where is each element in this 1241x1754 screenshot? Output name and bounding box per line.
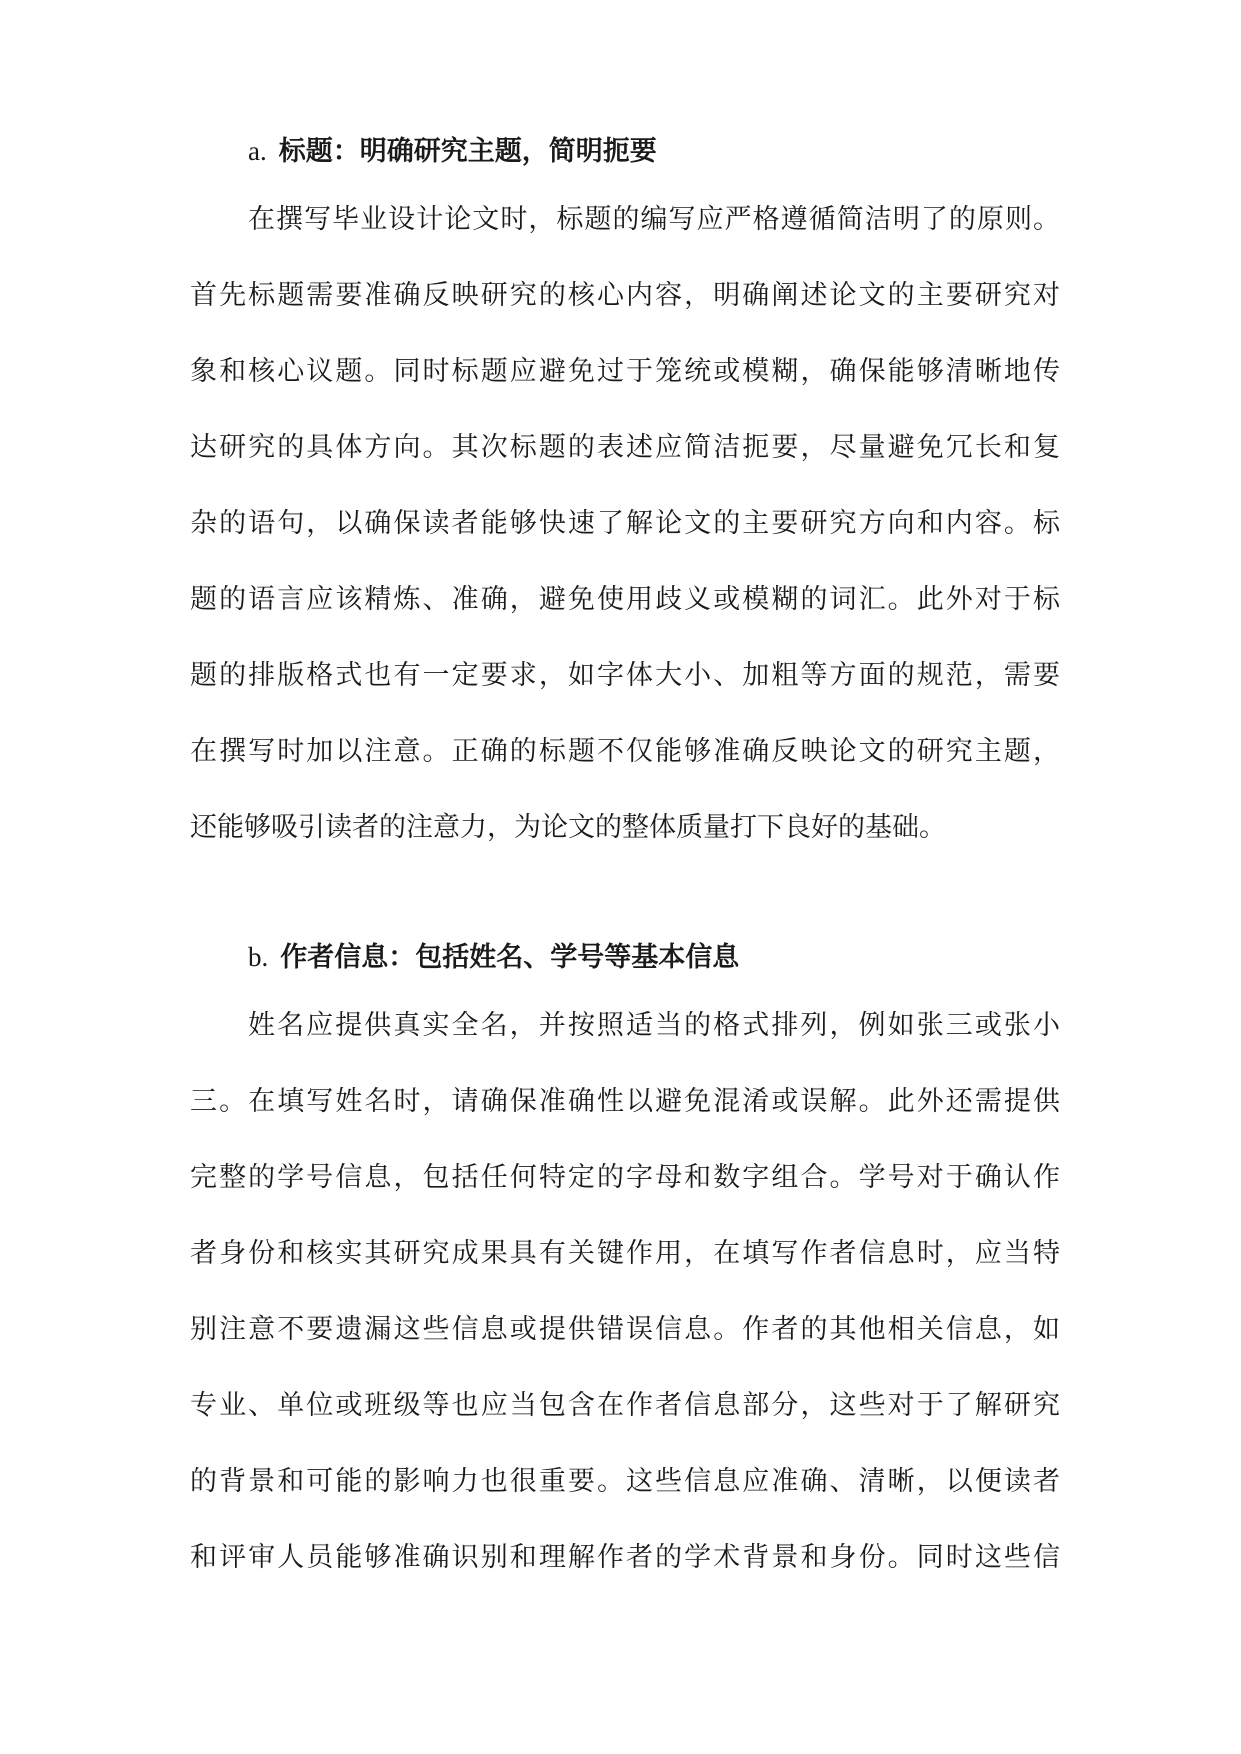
paragraph-line: 杂的语句，以确保读者能够快速了解论文的主要研究方向和内容。标	[190, 508, 1060, 539]
paragraph-line: 专业、单位或班级等也应当包含在作者信息部分，这些对于了解研究	[190, 1390, 1060, 1421]
section-b-marker: b.	[248, 942, 269, 972]
paragraph-line: 三。在填写姓名时，请确保准确性以避免混淆或误解。此外还需提供	[190, 1086, 1060, 1117]
paragraph-line: 完整的学号信息，包括任何特定的字母和数字组合。学号对于确认作	[190, 1162, 1060, 1193]
paragraph-line: 达研究的具体方向。其次标题的表述应简洁扼要，尽量避免冗长和复	[190, 432, 1060, 463]
paragraph-line: 者身份和核实其研究成果具有关键作用，在填写作者信息时，应当特	[190, 1238, 1060, 1269]
paragraph-line: 首先标题需要准确反映研究的核心内容，明确阐述论文的主要研究对	[190, 280, 1060, 311]
paragraph-line: 姓名应提供真实全名，并按照适当的格式排列，例如张三或张小	[248, 1010, 1060, 1041]
section-b-title: 作者信息：包括姓名、学号等基本信息	[280, 942, 740, 973]
section-b-heading	[248, 937, 739, 978]
paragraph-line: 题的排版格式也有一定要求，如字体大小、加粗等方面的规范，需要	[190, 660, 1060, 691]
paragraph-line: 别注意不要遗漏这些信息或提供错误信息。作者的其他相关信息，如	[190, 1314, 1060, 1345]
paragraph-line: 和评审人员能够准确识别和理解作者的学术背景和身份。同时这些信	[190, 1542, 1060, 1573]
paragraph-line: 的背景和可能的影响力也很重要。这些信息应准确、清晰，以便读者	[190, 1466, 1060, 1497]
section-b-paragraph	[190, 988, 1060, 1596]
paragraph-line: 象和核心议题。同时标题应避免过于笼统或模糊，确保能够清晰地传	[190, 356, 1060, 387]
section-a-paragraph	[190, 182, 1060, 866]
paragraph-line: 在撰写毕业设计论文时，标题的编写应严格遵循简洁明了的原则。	[248, 204, 1060, 235]
paragraph-line: 还能够吸引读者的注意力，为论文的整体质量打下良好的基础。	[190, 812, 946, 843]
section-a-title: 标题：明确研究主题，简明扼要	[278, 136, 657, 167]
section-a-marker: a.	[248, 136, 267, 166]
paragraph-line: 在撰写时加以注意。正确的标题不仅能够准确反映论文的研究主题，	[190, 736, 1060, 767]
section-a-heading	[248, 131, 657, 172]
paragraph-line: 题的语言应该精炼、准确，避免使用歧义或模糊的词汇。此外对于标	[190, 584, 1060, 615]
